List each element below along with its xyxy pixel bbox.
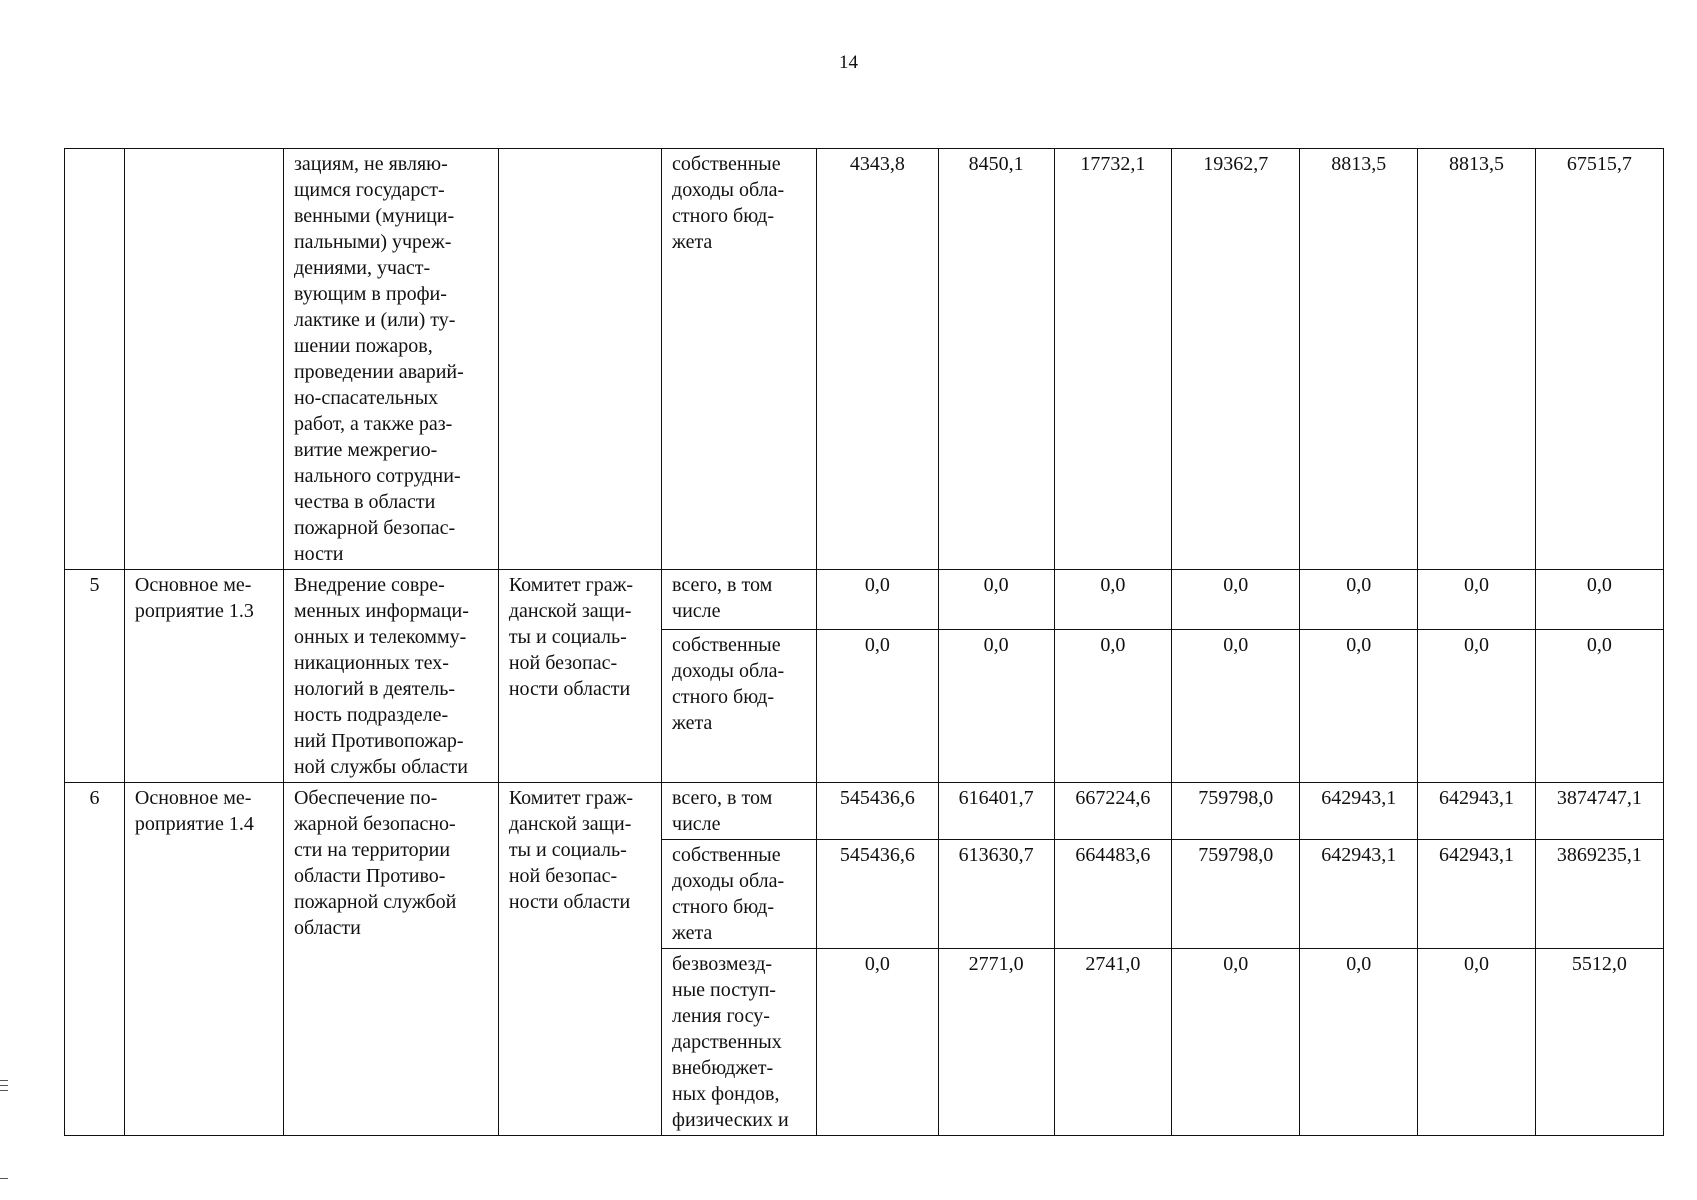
amount-cell: 8813,5 [1300, 149, 1418, 570]
amount-cell: 616401,7 [938, 783, 1054, 840]
margin-tick [0, 1090, 8, 1091]
amount-cell: 0,0 [1054, 570, 1172, 630]
event-description: Внедрение совре- менных информаци- онных и телекомму- никационных тех- нологий в деятель- ность подразделе- ний Противопожар- ной службы области [283, 570, 498, 783]
responsible-executor [498, 149, 661, 570]
amount-cell: 0,0 [1172, 629, 1300, 782]
amount-cell: 0,0 [1535, 629, 1663, 782]
funding-source: всего, в том числе [662, 570, 817, 630]
amount-cell: 0,0 [1418, 949, 1536, 1136]
amount-cell: 0,0 [1172, 570, 1300, 630]
amount-cell: 642943,1 [1418, 840, 1536, 949]
table-row [65, 783, 1664, 840]
table-row [65, 149, 1664, 570]
amount-cell: 667224,6 [1054, 783, 1172, 840]
amount-cell: 0,0 [1300, 570, 1418, 630]
amount-cell: 17732,1 [1054, 149, 1172, 570]
amount-cell: 759798,0 [1172, 840, 1300, 949]
amount-cell: 0,0 [938, 629, 1054, 782]
amount-cell: 0,0 [816, 570, 938, 630]
page-number: 14 [839, 52, 858, 73]
row-index [65, 149, 125, 570]
amount-cell: 613630,7 [938, 840, 1054, 949]
amount-cell: 0,0 [1054, 629, 1172, 782]
amount-cell: 664483,6 [1054, 840, 1172, 949]
event-type [124, 149, 283, 570]
responsible-executor: Комитет граж- данской защи- ты и социаль- ной безопас- ности области [498, 783, 661, 1136]
amount-cell: 0,0 [1300, 629, 1418, 782]
amount-cell: 545436,6 [816, 783, 938, 840]
event-description: Обеспечение по- жарной безопасно- сти на территории области Противо- пожарной службой области [283, 783, 498, 1136]
margin-tick [0, 1178, 8, 1179]
funding-source: всего, в том числе [662, 783, 817, 840]
event-type: Основное ме- роприятие 1.3 [124, 570, 283, 783]
amount-cell: 3869235,1 [1535, 840, 1663, 949]
amount-cell: 5512,0 [1535, 949, 1663, 1136]
amount-cell: 3874747,1 [1535, 783, 1663, 840]
amount-cell: 0,0 [1172, 949, 1300, 1136]
funding-source: собственные доходы обла- стного бюд- жета [662, 629, 817, 782]
amount-cell: 0,0 [1418, 629, 1536, 782]
table-row [65, 570, 1664, 630]
amount-cell: 19362,7 [1172, 149, 1300, 570]
amount-cell: 0,0 [816, 629, 938, 782]
funding-source: собственные доходы обла- стного бюд- жета [662, 149, 817, 570]
margin-tick [0, 1085, 8, 1086]
amount-cell: 0,0 [1535, 570, 1663, 630]
funding-source: безвозмезд- ные поступ- ления госу- дарственных внебюджет- ных фондов, физических и [662, 949, 817, 1136]
amount-cell: 2771,0 [938, 949, 1054, 1136]
amount-cell: 642943,1 [1418, 783, 1536, 840]
budget-table [64, 148, 1664, 1136]
amount-cell: 0,0 [1418, 570, 1536, 630]
amount-cell: 67515,7 [1535, 149, 1663, 570]
amount-cell: 642943,1 [1300, 840, 1418, 949]
funding-source: собственные доходы обла- стного бюд- жета [662, 840, 817, 949]
amount-cell: 8813,5 [1418, 149, 1536, 570]
amount-cell: 2741,0 [1054, 949, 1172, 1136]
amount-cell: 4343,8 [816, 149, 938, 570]
amount-cell: 545436,6 [816, 840, 938, 949]
amount-cell: 0,0 [816, 949, 938, 1136]
row-index: 5 [65, 570, 125, 783]
event-type: Основное ме- роприятие 1.4 [124, 783, 283, 1136]
amount-cell: 642943,1 [1300, 783, 1418, 840]
amount-cell: 0,0 [938, 570, 1054, 630]
amount-cell: 8450,1 [938, 149, 1054, 570]
amount-cell: 759798,0 [1172, 783, 1300, 840]
event-description: зациям, не являю- щимся государст- венными (муници- пальными) учреж- дениями, участ- вующим в профи- лактике и (или) ту- шении пожаров, проведении аварий- но-спасательных работ, а также раз- витие межрегио- нального сотрудни- чества в области пожарной безопас- ности [283, 149, 498, 570]
row-index: 6 [65, 783, 125, 1136]
amount-cell: 0,0 [1300, 949, 1418, 1136]
responsible-executor: Комитет граж- данской защи- ты и социаль- ной безопас- ности области [498, 570, 661, 783]
margin-tick [0, 1080, 8, 1081]
